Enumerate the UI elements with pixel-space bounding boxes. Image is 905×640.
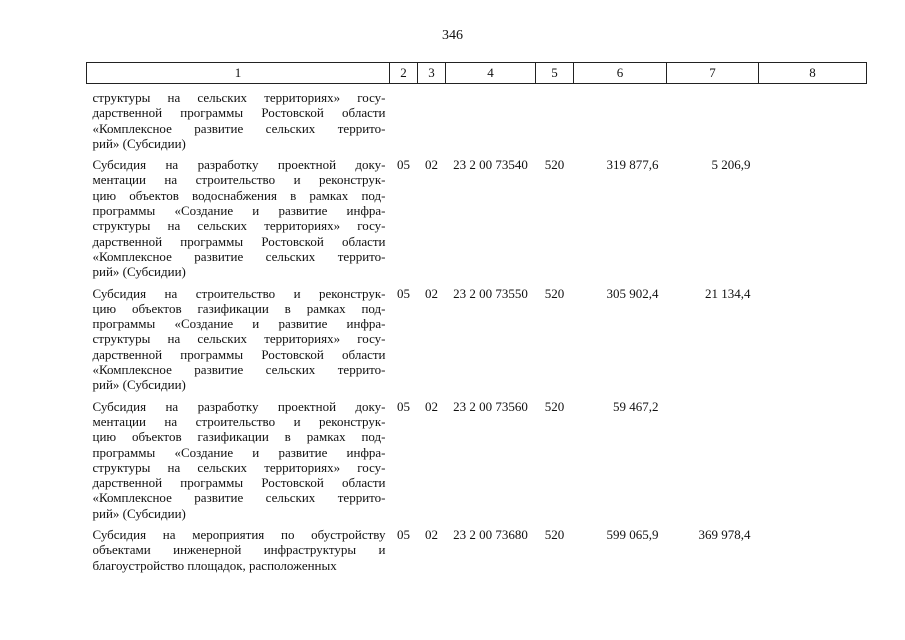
description-line: объектами инженерной инфраструктуры и [92, 542, 386, 558]
description-line: «Комплексное развитие сельских террито- [92, 248, 386, 264]
description-line: рий» (Субсидии) [92, 377, 186, 393]
description-line: ментации на строительство и реконструк- [92, 413, 386, 429]
description-line: Субсидия на мероприятия по обустройству [92, 527, 386, 543]
column-header-7: 7 [667, 63, 759, 84]
description-line: Субсидия на строительство и реконструк- [92, 285, 386, 301]
amount-column-6: 59 467,2 [613, 398, 659, 414]
description-line: «Комплексное развитие сельских террито- [92, 362, 386, 378]
description-line: программы «Создание и развитие инфра- [92, 203, 386, 219]
row-description [87, 393, 390, 521]
amount-column-8 [759, 393, 867, 521]
amount-column-6 [574, 84, 667, 152]
description-line: дарственной программы Ростовской области [92, 105, 386, 121]
description-line: программы «Создание и развитие инфра- [92, 316, 386, 332]
amount-column-7: 5 206,9 [711, 157, 751, 173]
column-header-2: 2 [390, 63, 418, 84]
column-header-5: 5 [536, 63, 574, 84]
description-line: структуры на сельских территориях» госу- [92, 459, 386, 475]
target-article-code: 23 2 00 73550 [453, 285, 528, 301]
row-description [87, 84, 390, 152]
description-line: структуры на сельских территориях» госу- [92, 218, 386, 234]
page-number: 346 [442, 28, 463, 43]
description-line: структуры на сельских территориях» госу- [92, 90, 386, 105]
section-code [390, 84, 418, 152]
section-code: 05 [397, 527, 410, 543]
target-article-code: 23 2 00 73680 [453, 527, 528, 543]
table-row [87, 84, 867, 152]
target-article-code: 23 2 00 73540 [453, 157, 528, 173]
description-line: Субсидия на разработку проектной доку- [92, 157, 386, 173]
description-line: рий» (Субсидии) [92, 505, 186, 521]
section-code: 05 [397, 398, 410, 414]
description-line: дарственной программы Ростовской области [92, 233, 386, 249]
row-description [87, 151, 390, 279]
amount-column-7: 369 978,4 [698, 527, 751, 543]
expense-type-code: 520 [544, 157, 565, 173]
description-line: ментации на строительство и реконструк- [92, 172, 386, 188]
description-line: рий» (Субсидии) [92, 135, 186, 151]
amount-column-8 [759, 521, 867, 573]
expense-type-code: 520 [544, 285, 565, 301]
expense-type-code [536, 84, 574, 152]
table-row [87, 151, 867, 279]
budget-table [86, 62, 867, 573]
description-line: цию объектов газификации в рамках под- [92, 429, 386, 445]
amount-column-7 [667, 393, 759, 521]
subsection-code [418, 84, 446, 152]
description-line: цию объектов водоснабжения в рамках под- [92, 187, 386, 203]
amount-column-7: 21 134,4 [705, 285, 751, 301]
amount-column-8 [759, 280, 867, 393]
description-line: «Комплексное развитие сельских террито- [92, 490, 386, 506]
expense-type-code: 520 [544, 398, 565, 414]
amount-column-6: 305 902,4 [606, 285, 659, 301]
amount-column-8 [759, 151, 867, 279]
description-line: цию объектов газификации в рамках под- [92, 300, 386, 316]
amount-column-7 [667, 84, 759, 152]
description-line: дарственной программы Ростовской области [92, 346, 386, 362]
subsection-code: 02 [425, 157, 438, 173]
table-header [87, 63, 867, 84]
column-header-8: 8 [759, 63, 867, 84]
column-header-4: 4 [446, 63, 536, 84]
target-article-code: 23 2 00 73560 [453, 398, 528, 414]
amount-column-8 [759, 84, 867, 152]
description-line: Субсидия на разработку проектной доку- [92, 398, 386, 414]
description-line: «Комплексное развитие сельских террито- [92, 120, 386, 136]
description-line: дарственной программы Ростовской области [92, 475, 386, 491]
column-header-3: 3 [418, 63, 446, 84]
row-description [87, 280, 390, 393]
table-body [87, 84, 867, 573]
section-code: 05 [397, 285, 410, 301]
amount-column-6: 319 877,6 [606, 157, 659, 173]
row-description [87, 521, 390, 573]
subsection-code: 02 [425, 398, 438, 414]
table-row [87, 393, 867, 521]
column-header-1: 1 [87, 63, 390, 84]
table-row [87, 280, 867, 393]
table-row [87, 521, 867, 573]
description-line: программы «Создание и развитие инфра- [92, 444, 386, 460]
description-line: благоустройство площадок, расположенных [92, 557, 337, 573]
column-header-6: 6 [574, 63, 667, 84]
section-code: 05 [397, 157, 410, 173]
subsection-code: 02 [425, 527, 438, 543]
subsection-code: 02 [425, 285, 438, 301]
amount-column-6: 599 065,9 [606, 527, 659, 543]
description-line: рий» (Субсидии) [92, 264, 186, 280]
description-line: структуры на сельских территориях» госу- [92, 331, 386, 347]
expense-type-code: 520 [544, 527, 565, 543]
target-article-code [446, 84, 536, 152]
